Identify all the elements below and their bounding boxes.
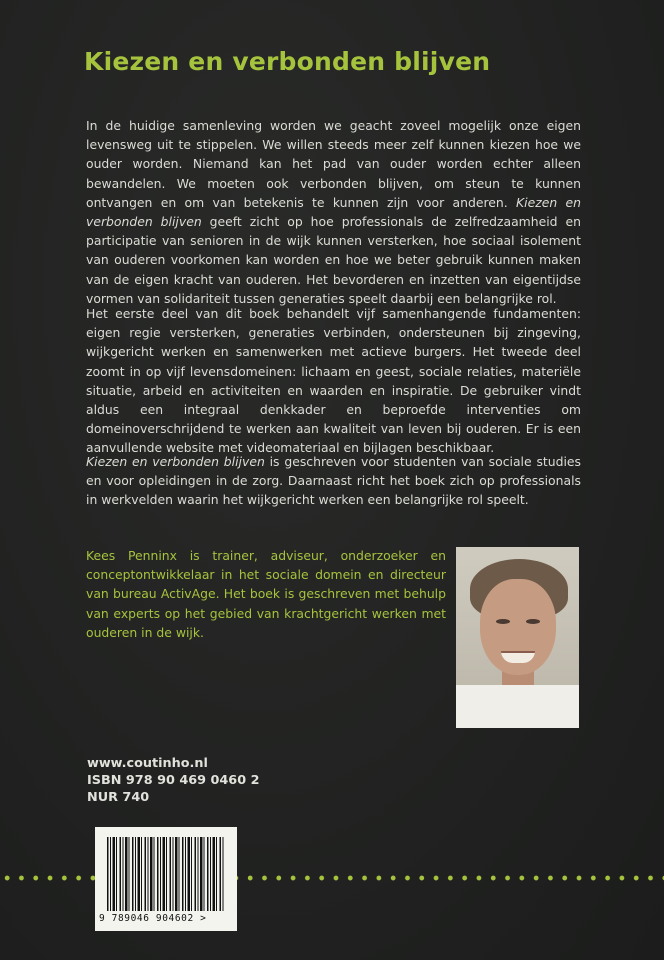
description-paragraph-1 bbox=[86, 116, 581, 308]
author-photo-left-eye bbox=[496, 619, 510, 624]
author-bio: Kees Penninx is trainer, adviseur, onderzoeker en conceptontwikkelaar in het sociale domein en directeur van bureau ActivAge. Het boek is geschreven met behulp van experts op het gebied van krachtgericht werken met ouderen in de wijk. bbox=[86, 548, 446, 640]
barcode-digits: 9 789046 904602 > bbox=[99, 913, 207, 924]
description-paragraph-2: Het eerste deel van dit boek behandelt vijf samenhangende fundamenten: eigen regie versterken, generaties verbinden, ondersteunen bij zingeving, wijkgericht werken en samenwerken met actieve burgers. Het tweede deel zoomt in op vijf levensdomeinen: lichaam en geest, sociale relaties, materiële situatie, arbeid en activiteiten en waarden en inspiratie. De gebruiker vindt aldus een integraal denkkader en beproefde interventies om domeinoverschrijdend te werken aan kwaliteit van leven bij ouderen. Er is een aanvullende website met videomateriaal en bijlagen beschikbaar. bbox=[86, 306, 581, 456]
barcode-label bbox=[95, 827, 237, 931]
publisher-url: www.coutinho.nl bbox=[87, 756, 208, 771]
paragraph-1-book-title: Kiezen en verbonden blijven bbox=[86, 194, 581, 230]
author-photo-shirt bbox=[456, 685, 579, 728]
nur-code: NUR 740 bbox=[87, 790, 150, 805]
paragraph-1-text-a: In de huidige samenleving worden we geacht zoveel mogelijk onze eigen levensweg uit te stippelen. We willen steeds meer zelf kunnen kiezen hoe we ouder worden. Niemand kan het pad van ouder worden echter alleen bewandelen. We moeten ook verbonden blijven, om steun te kunnen ontvangen en om van betekenis te kunnen zijn voor anderen. bbox=[86, 118, 581, 210]
author-photo bbox=[456, 547, 579, 728]
paragraph-3-book-title: Kiezen en verbonden blijven bbox=[86, 454, 265, 469]
description-paragraph-3 bbox=[86, 452, 581, 510]
paragraph-1-text-b: geeft zicht op hoe professionals de zelfredzaamheid en participatie van senioren in de wijk kunnen versterken, hoe sociaal isolement van ouderen voorkomen kan worden en hoe we beter gebruik kunnen maken van de eigen kracht van ouderen. Het bevorderen en inzetten van eigentijdse vormen van solidariteit tussen generaties speelt daarbij een belangrijke rol. bbox=[86, 214, 581, 306]
barcode-icon bbox=[107, 837, 225, 911]
book-title: Kiezen en verbonden blijven bbox=[84, 47, 491, 76]
author-photo-right-eye bbox=[526, 619, 540, 624]
paragraph-3-text: is geschreven voor studenten van sociale studies en voor opleidingen in de zorg. Daarnaast richt het boek zich op professionals in werkvelden waarin het wijkgericht werken een belangrijke rol speelt. bbox=[86, 454, 581, 508]
isbn: ISBN 978 90 469 0460 2 bbox=[87, 773, 260, 788]
